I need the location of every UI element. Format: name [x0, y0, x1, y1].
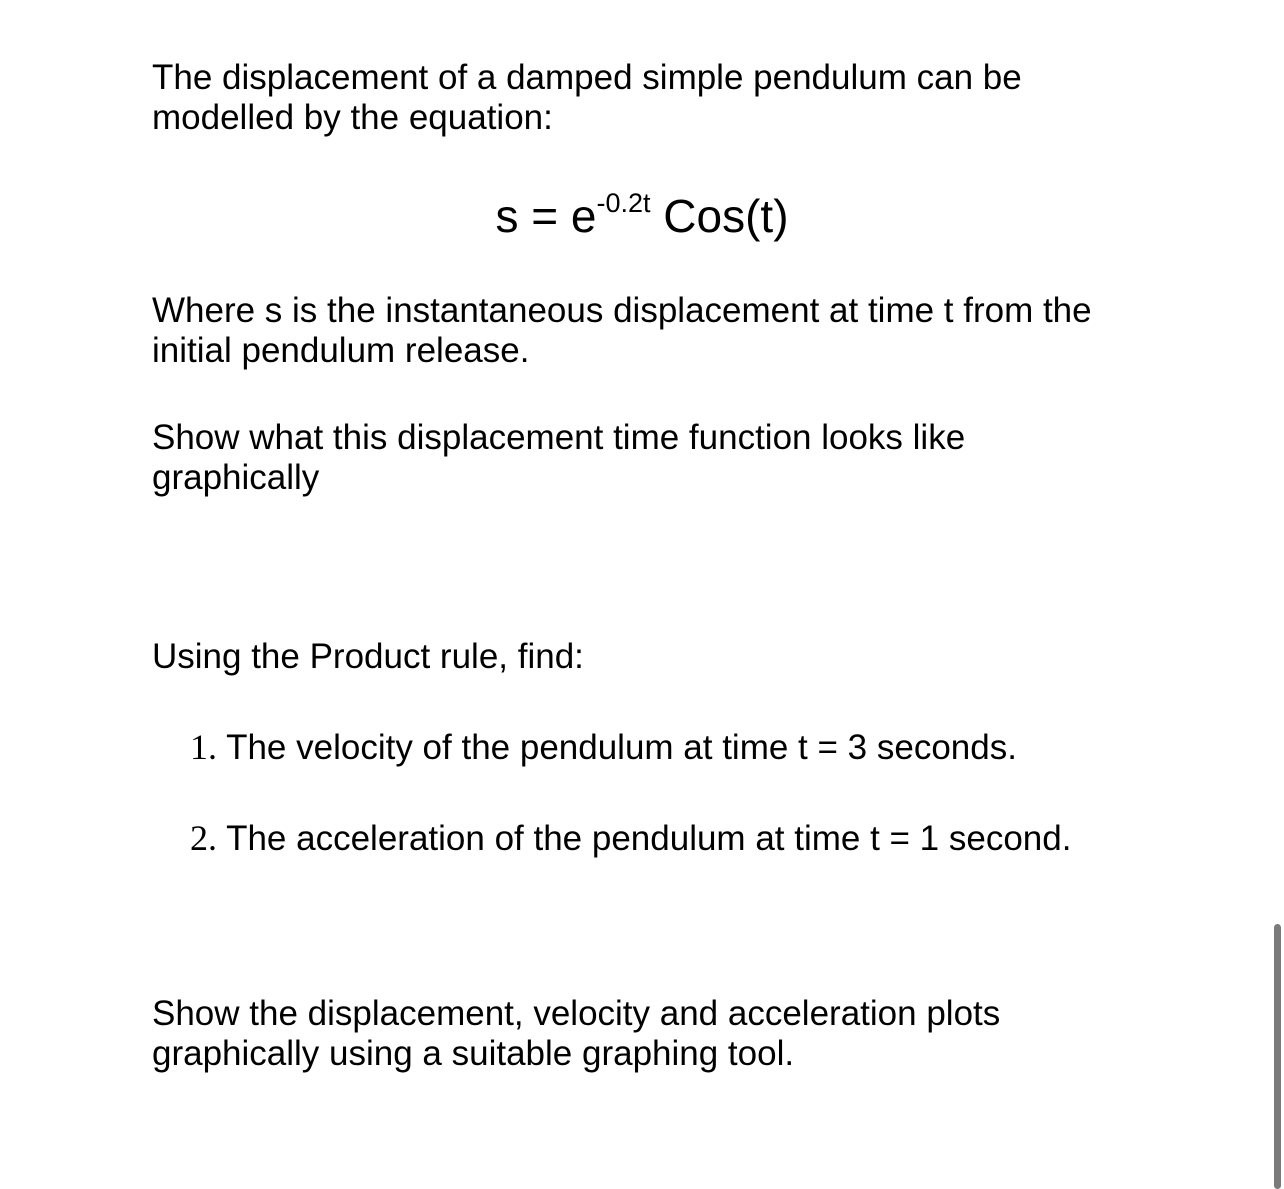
equation-lhs: s = e [495, 190, 597, 242]
intro-paragraph: The displacement of a damped simple pendulum can be modelled by the equation: [152, 58, 1022, 137]
list-item [190, 727, 1190, 768]
list-item [190, 818, 1190, 859]
list-number: 1. [190, 727, 217, 767]
scrollbar-thumb[interactable] [1274, 924, 1281, 1189]
equation-rhs: Cos(t) [650, 190, 789, 242]
list-text: The velocity of the pendulum at time t = 3 seconds. [217, 728, 1017, 767]
vertical-scrollbar[interactable] [1268, 0, 1284, 1189]
show-graph-paragraph: Show what this displacement time function looks like graphically [152, 418, 966, 497]
list-number: 2. [190, 818, 217, 858]
definition-paragraph: Where s is the instantaneous displacement at time t from the initial pendulum release. [152, 291, 1092, 370]
list-text: The acceleration of the pendulum at time t = 1 second. [217, 819, 1072, 858]
product-rule-paragraph: Using the Product rule, find: [152, 637, 584, 676]
final-paragraph: Show the displacement, velocity and acceleration plots graphically using a suitable graphing tool. [152, 994, 1001, 1073]
equation-exponent: -0.2t [596, 188, 651, 218]
equation [0, 188, 1284, 251]
